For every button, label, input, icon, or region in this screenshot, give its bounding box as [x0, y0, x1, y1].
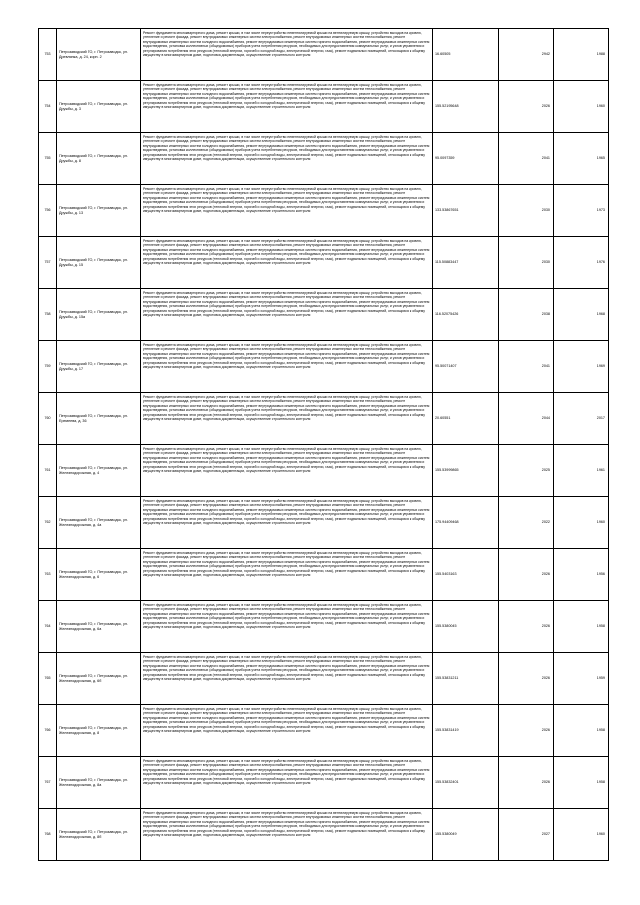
row-works-description: Ремонт фундамента многоквартирного дома, ремонт крыши, в том числе переустройство невентилируемой крыши на вентилируемую крышу, устройство выходов на кровлю, утепление и ремонт фасада, ремонт внутридомовых инженерных систем электроснабжения, ремонт внутридомовых инженерных систем теплоснабжения, ремонт внутридомовых инженерных систем холодного водоснабжения, ремонт внутридомовых инженерных систем горячего водоснабжения, ремонт внутридомовых инженерных систем водоотведения, установка коллективных (общедомовых) приборов учета потребления ресурсов, необходимых для предоставления коммунальных услуг, и узлов управления и регулирования потребления этих ресурсов (тепловой энергии, горячей и холодной воды, электрической энергии, газа), ремонт подвальных помещений, относящихся к общему имуществу в многоквартирном доме, подготовка документации, осуществление строительного контроля [141, 757, 433, 809]
table-row [39, 497, 609, 549]
table-row [39, 757, 609, 809]
row-address: Петрозаводский ГО, г. Петрозаводск, ул. Дружбы, д. 3 [57, 81, 141, 133]
row-cost-value: 155.52195648 [433, 81, 499, 133]
row-number: 758 [39, 289, 57, 341]
row-address: Петрозаводский ГО, г. Петрозаводск, ул. Дружбы, д. 8 [57, 133, 141, 185]
row-works-description: Ремонт фундамента многоквартирного дома, ремонт крыши, в том числе переустройство невентилируемой крыши на вентилируемую крышу, устройство выходов на кровлю, утепление и ремонт фасада, ремонт внутридомовых инженерных систем электроснабжения, ремонт внутридомовых инженерных систем теплоснабжения, ремонт внутридомовых инженерных систем холодного водоснабжения, ремонт внутридомовых инженерных систем горячего водоснабжения, ремонт внутридомовых инженерных систем водоотведения, установка коллективных (общедомовых) приборов учета потребления ресурсов, необходимых для предоставления коммунальных услуг, и узлов управления и регулирования потребления этих ресурсов (тепловой энергии, горячей и холодной воды, электрической энергии, газа), ремонт подвальных помещений, относящихся к общему имуществу в многоквартирном доме, подготовка документации, осуществление строительного контроля [141, 237, 433, 289]
row-year-built: 1976 [554, 237, 609, 289]
row-address: Петрозаводский ГО, г. Петрозаводск, ул. Железнодорожная, д. 4а [57, 497, 141, 549]
row-cost-value: 175.94409468 [433, 497, 499, 549]
row-address: Петрозаводский ГО, г. Петрозаводск, ул. Железнодорожная, д. 6а [57, 601, 141, 653]
row-number: 763 [39, 549, 57, 601]
row-number: 753 [39, 29, 57, 81]
row-cost-value: 95.50071407 [433, 341, 499, 393]
row-address: Петрозаводский ГО, г. Петрозаводск, ул. Железнодорожная, д. 8 [57, 705, 141, 757]
row-year-planned: 2038 [499, 289, 554, 341]
row-address: Петрозаводский ГО, г. Петрозаводск, ул. Железнодорожная, д. 8а [57, 757, 141, 809]
row-cost-value: 155.53831419 [433, 705, 499, 757]
row-cost-value: 95.0097359 [433, 133, 499, 185]
row-year-planned: 2026 [499, 705, 554, 757]
row-year-built: 1973 [554, 185, 609, 237]
row-number: 756 [39, 185, 57, 237]
row-year-built: 1960 [554, 81, 609, 133]
row-address: Петрозаводский ГО, г. Петрозаводск, ул. Древлянка, д. 24, корп. 2 [57, 29, 141, 81]
row-works-description: Ремонт фундамента многоквартирного дома, ремонт крыши, в том числе переустройство невентилируемой крыши на вентилируемую крышу, устройство выходов на кровлю, утепление и ремонт фасада, ремонт внутридомовых инженерных систем электроснабжения, ремонт внутридомовых инженерных систем теплоснабжения, ремонт внутридомовых инженерных систем холодного водоснабжения, ремонт внутридомовых инженерных систем горячего водоснабжения, ремонт внутридомовых инженерных систем водоотведения, установка коллективных (общедомовых) приборов учета потребления ресурсов, необходимых для предоставления коммунальных услуг, и узлов управления и регулирования потребления этих ресурсов (тепловой энергии, горячей и холодной воды, электрической энергии, газа), ремонт подвальных помещений, относящихся к общему имуществу в многоквартирном доме, подготовка документации, осуществление строительного контроля [141, 653, 433, 705]
row-address: Петрозаводский ГО, г. Петрозаводск, ул. Железнодорожная, д. 6б [57, 653, 141, 705]
row-works-description: Ремонт фундамента многоквартирного дома, ремонт крыши, в том числе переустройство невентилируемой крыши на вентилируемую крышу, устройство выходов на кровлю, утепление и ремонт фасада, ремонт внутридомовых инженерных систем электроснабжения, ремонт внутридомовых инженерных систем теплоснабжения, ремонт внутридомовых инженерных систем холодного водоснабжения, ремонт внутридомовых инженерных систем горячего водоснабжения, ремонт внутридомовых инженерных систем водоотведения, установка коллективных (общедомовых) приборов учета потребления ресурсов, необходимых для предоставления коммунальных услуг, и узлов управления и регулирования потребления этих ресурсов (тепловой энергии, горячей и холодной воды, электрической энергии, газа), ремонт подвальных помещений, относящихся к общему имуществу в многоквартирном доме, подготовка документации, осуществление строительного контроля [141, 341, 433, 393]
row-address: Петрозаводский ГО, г. Петрозаводск, ул. Дружбы, д. 17 [57, 341, 141, 393]
row-number: 768 [39, 809, 57, 861]
row-number: 757 [39, 237, 57, 289]
row-works-description: Ремонт фундамента многоквартирного дома, ремонт крыши, в том числе переустройство невентилируемой крыши на вентилируемую крышу, устройство выходов на кровлю, утепление и ремонт фасада, ремонт внутридомовых инженерных систем электроснабжения, ремонт внутридомовых инженерных систем теплоснабжения, ремонт внутридомовых инженерных систем холодного водоснабжения, ремонт внутридомовых инженерных систем горячего водоснабжения, ремонт внутридомовых инженерных систем водоотведения, установка коллективных (общедомовых) приборов учета потребления ресурсов, необходимых для предоставления коммунальных услуг, и узлов управления и регулирования потребления этих ресурсов (тепловой энергии, горячей и холодной воды, электрической энергии, газа), ремонт подвальных помещений, относящихся к общему имуществу в многоквартирном доме, подготовка документации, осуществление строительного контроля [141, 445, 433, 497]
row-year-built: 1959 [554, 653, 609, 705]
row-year-planned: 2026 [499, 757, 554, 809]
row-year-built: 1961 [554, 445, 609, 497]
row-year-planned: 2026 [499, 549, 554, 601]
row-year-built: 1956 [554, 549, 609, 601]
row-cost-value: 155.5380045 [433, 601, 499, 653]
row-year-planned: 2026 [499, 601, 554, 653]
table-row [39, 653, 609, 705]
table-row [39, 809, 609, 861]
table-row [39, 133, 609, 185]
row-year-planned: 2027 [499, 809, 554, 861]
row-works-description: Ремонт фундамента многоквартирного дома, ремонт крыши, в том числе переустройство невентилируемой крыши на вентилируемую крышу, устройство выходов на кровлю, утепление и ремонт фасада, ремонт внутридомовых инженерных систем электроснабжения, ремонт внутридомовых инженерных систем теплоснабжения, ремонт внутридомовых инженерных систем холодного водоснабжения, ремонт внутридомовых инженерных систем горячего водоснабжения, ремонт внутридомовых инженерных систем водоотведения, установка коллективных (общедомовых) приборов учета потребления ресурсов, необходимых для предоставления коммунальных услуг, и узлов управления и регулирования потребления этих ресурсов (тепловой энергии, горячей и холодной воды, электрической энергии, газа), ремонт подвальных помещений, относящихся к общему имуществу в многоквартирном доме, подготовка документации, осуществление строительного контроля [141, 185, 433, 237]
row-cost-value: 16.60505 [433, 29, 499, 81]
row-number: 755 [39, 133, 57, 185]
row-number: 766 [39, 705, 57, 757]
row-cost-value: 115.50883447 [433, 237, 499, 289]
row-year-planned: 2041 [499, 133, 554, 185]
row-address: Петрозаводский ГО, г. Петрозаводск, ул. Дружбы, д. 15 [57, 237, 141, 289]
row-works-description: Ремонт фундамента многоквартирного дома, ремонт крыши, в том числе переустройство невентилируемой крыши на вентилируемую крышу, устройство выходов на кровлю, утепление и ремонт фасада, ремонт внутридомовых инженерных систем электроснабжения, ремонт внутридомовых инженерных систем теплоснабжения, ремонт внутридомовых инженерных систем холодного водоснабжения, ремонт внутридомовых инженерных систем горячего водоснабжения, ремонт внутридомовых инженерных систем водоотведения, установка коллективных (общедомовых) приборов учета потребления ресурсов, необходимых для предоставления коммунальных услуг, и узлов управления и регулирования потребления этих ресурсов (тепловой энергии, горячей и холодной воды, электрической энергии, газа), ремонт подвальных помещений, относящихся к общему имуществу в многоквартирном доме, подготовка документации, осуществление строительного контроля [141, 497, 433, 549]
row-year-built: 1958 [554, 757, 609, 809]
table-row [39, 705, 609, 757]
row-number: 767 [39, 757, 57, 809]
row-address: Петрозаводский ГО, г. Петрозаводск, ул. Железнодорожная, д. 4 [57, 445, 141, 497]
row-cost-value: 155.53832401 [433, 757, 499, 809]
row-year-planned: 2942 [499, 29, 554, 81]
row-year-built: 1968 [554, 289, 609, 341]
table-row [39, 185, 609, 237]
row-year-built: 1958 [554, 601, 609, 653]
row-year-planned: 2044 [499, 393, 554, 445]
row-address: Петрозаводский ГО, г. Петрозаводск, ул. Еремеева, д. 36 [57, 393, 141, 445]
table-row [39, 237, 609, 289]
row-number: 764 [39, 601, 57, 653]
row-number: 761 [39, 445, 57, 497]
row-works-description: Ремонт фундамента многоквартирного дома, ремонт крыши, в том числе переустройство невентилируемой крыши на вентилируемую крышу, устройство выходов на кровлю, утепление и ремонт фасада, ремонт внутридомовых инженерных систем электроснабжения, ремонт внутридомовых инженерных систем теплоснабжения, ремонт внутридомовых инженерных систем холодного водоснабжения, ремонт внутридомовых инженерных систем горячего водоснабжения, ремонт внутридомовых инженерных систем водоотведения, установка коллективных (общедомовых) приборов учета потребления ресурсов, необходимых для предоставления коммунальных услуг, и узлов управления и регулирования потребления этих ресурсов (тепловой энергии, горячей и холодной воды, электрической энергии, газа), ремонт подвальных помещений, относящихся к общему имуществу в многоквартирном доме, подготовка документации, осуществление строительного контроля [141, 29, 433, 81]
row-cost-value: 155.5380049 [433, 809, 499, 861]
row-year-planned: 2026 [499, 81, 554, 133]
row-cost-value: 155.53999865 [433, 445, 499, 497]
table-row [39, 549, 609, 601]
row-year-planned: 2030 [499, 185, 554, 237]
row-cost-value: 20.60551 [433, 393, 499, 445]
row-works-description: Ремонт фундамента многоквартирного дома, ремонт крыши, в том числе переустройство невентилируемой крыши на вентилируемую крышу, устройство выходов на кровлю, утепление и ремонт фасада, ремонт внутридомовых инженерных систем электроснабжения, ремонт внутридомовых инженерных систем теплоснабжения, ремонт внутридомовых инженерных систем холодного водоснабжения, ремонт внутридомовых инженерных систем горячего водоснабжения, ремонт внутридомовых инженерных систем водоотведения, установка коллективных (общедомовых) приборов учета потребления ресурсов, необходимых для предоставления коммунальных услуг, и узлов управления и регулирования потребления этих ресурсов (тепловой энергии, горячей и холодной воды, электрической энергии, газа), ремонт подвальных помещений, относящихся к общему имуществу в многоквартирном доме, подготовка документации, осуществление строительного контроля [141, 601, 433, 653]
row-address: Петрозаводский ГО, г. Петрозаводск, ул. Дружбы, д. 15а [57, 289, 141, 341]
row-cost-value: 133.53867651 [433, 185, 499, 237]
row-address: Петрозаводский ГО, г. Петрозаводск, ул. Дружбы, д. 13 [57, 185, 141, 237]
table-row [39, 601, 609, 653]
row-works-description: Ремонт фундамента многоквартирного дома, ремонт крыши, в том числе переустройство невентилируемой крыши на вентилируемую крышу, устройство выходов на кровлю, утепление и ремонт фасада, ремонт внутридомовых инженерных систем электроснабжения, ремонт внутридомовых инженерных систем теплоснабжения, ремонт внутридомовых инженерных систем холодного водоснабжения, ремонт внутридомовых инженерных систем горячего водоснабжения, ремонт внутридомовых инженерных систем водоотведения, установка коллективных (общедомовых) приборов учета потребления ресурсов, необходимых для предоставления коммунальных услуг, и узлов управления и регулирования потребления этих ресурсов (тепловой энергии, горячей и холодной воды, электрической энергии, газа), ремонт подвальных помещений, относящихся к общему имуществу в многоквартирном доме, подготовка документации, осуществление строительного контроля [141, 393, 433, 445]
row-works-description: Ремонт фундамента многоквартирного дома, ремонт крыши, в том числе переустройство невентилируемой крыши на вентилируемую крышу, устройство выходов на кровлю, утепление и ремонт фасада, ремонт внутридомовых инженерных систем электроснабжения, ремонт внутридомовых инженерных систем теплоснабжения, ремонт внутридомовых инженерных систем холодного водоснабжения, ремонт внутридомовых инженерных систем горячего водоснабжения, ремонт внутридомовых инженерных систем водоотведения, установка коллективных (общедомовых) приборов учета потребления ресурсов, необходимых для предоставления коммунальных услуг, и узлов управления и регулирования потребления этих ресурсов (тепловой энергии, горячей и холодной воды, электрической энергии, газа), ремонт подвальных помещений, относящихся к общему имуществу в многоквартирном доме, подготовка документации, осуществление строительного контроля [141, 133, 433, 185]
table-body [39, 29, 609, 861]
row-works-description: Ремонт фундамента многоквартирного дома, ремонт крыши, в том числе переустройство невентилируемой крыши на вентилируемую крышу, устройство выходов на кровлю, утепление и ремонт фасада, ремонт внутридомовых инженерных систем электроснабжения, ремонт внутридомовых инженерных систем теплоснабжения, ремонт внутридомовых инженерных систем холодного водоснабжения, ремонт внутридомовых инженерных систем горячего водоснабжения, ремонт внутридомовых инженерных систем водоотведения, установка коллективных (общедомовых) приборов учета потребления ресурсов, необходимых для предоставления коммунальных услуг, и узлов управления и регулирования потребления этих ресурсов (тепловой энергии, горячей и холодной воды, электрической энергии, газа), ремонт подвальных помещений, относящихся к общему имуществу в многоквартирном доме, подготовка документации, осуществление строительного контроля [141, 705, 433, 757]
table-row [39, 445, 609, 497]
row-year-built: 1960 [554, 497, 609, 549]
row-address: Петрозаводский ГО, г. Петрозаводск, ул. Железнодорожная, д. 8б [57, 809, 141, 861]
row-year-planned: 2041 [499, 341, 554, 393]
row-year-planned: 2026 [499, 653, 554, 705]
row-year-built: 1960 [554, 809, 609, 861]
row-works-description: Ремонт фундамента многоквартирного дома, ремонт крыши, в том числе переустройство невентилируемой крыши на вентилируемую крышу, устройство выходов на кровлю, утепление и ремонт фасада, ремонт внутридомовых инженерных систем электроснабжения, ремонт внутридомовых инженерных систем теплоснабжения, ремонт внутридомовых инженерных систем холодного водоснабжения, ремонт внутридомовых инженерных систем горячего водоснабжения, ремонт внутридомовых инженерных систем водоотведения, установка коллективных (общедомовых) приборов учета потребления ресурсов, необходимых для предоставления коммунальных услуг, и узлов управления и регулирования потребления этих ресурсов (тепловой энергии, горячей и холодной воды, электрической энергии, газа), ремонт подвальных помещений, относящихся к общему имуществу в многоквартирном доме, подготовка документации, осуществление строительного контроля [141, 289, 433, 341]
row-year-built: 2017 [554, 393, 609, 445]
row-address: Петрозаводский ГО, г. Петрозаводск, ул. Железнодорожная, д. 6 [57, 549, 141, 601]
row-cost-value: 155.53831211 [433, 653, 499, 705]
row-year-planned: 2022 [499, 497, 554, 549]
row-cost-value: 116.52075426 [433, 289, 499, 341]
row-year-planned: 2030 [499, 237, 554, 289]
row-year-built: 1988 [554, 29, 609, 81]
row-number: 759 [39, 341, 57, 393]
row-year-built: 1958 [554, 705, 609, 757]
row-number: 765 [39, 653, 57, 705]
document-page [38, 28, 608, 861]
row-works-description: Ремонт фундамента многоквартирного дома, ремонт крыши, в том числе переустройство невентилируемой крыши на вентилируемую крышу, устройство выходов на кровлю, утепление и ремонт фасада, ремонт внутридомовых инженерных систем электроснабжения, ремонт внутридомовых инженерных систем теплоснабжения, ремонт внутридомовых инженерных систем холодного водоснабжения, ремонт внутридомовых инженерных систем горячего водоснабжения, ремонт внутридомовых инженерных систем водоотведения, установка коллективных (общедомовых) приборов учета потребления ресурсов, необходимых для предоставления коммунальных услуг, и узлов управления и регулирования потребления этих ресурсов (тепловой энергии, горячей и холодной воды, электрической энергии, газа), ремонт подвальных помещений, относящихся к общему имуществу в многоквартирном доме, подготовка документации, осуществление строительного контроля [141, 809, 433, 861]
table-row [39, 393, 609, 445]
row-year-built: 1965 [554, 133, 609, 185]
capital-repair-table [38, 28, 609, 861]
table-row [39, 341, 609, 393]
row-year-built: 1969 [554, 341, 609, 393]
row-works-description: Ремонт фундамента многоквартирного дома, ремонт крыши, в том числе переустройство невентилируемой крыши на вентилируемую крышу, устройство выходов на кровлю, утепление и ремонт фасада, ремонт внутридомовых инженерных систем электроснабжения, ремонт внутридомовых инженерных систем теплоснабжения, ремонт внутридомовых инженерных систем холодного водоснабжения, ремонт внутридомовых инженерных систем горячего водоснабжения, ремонт внутридомовых инженерных систем водоотведения, установка коллективных (общедомовых) приборов учета потребления ресурсов, необходимых для предоставления коммунальных услуг, и узлов управления и регулирования потребления этих ресурсов (тепловой энергии, горячей и холодной воды, электрической энергии, газа), ремонт подвальных помещений, относящихся к общему имуществу в многоквартирном доме, подготовка документации, осуществление строительного контроля [141, 81, 433, 133]
table-row [39, 289, 609, 341]
row-works-description: Ремонт фундамента многоквартирного дома, ремонт крыши, в том числе переустройство невентилируемой крыши на вентилируемую крышу, устройство выходов на кровлю, утепление и ремонт фасада, ремонт внутридомовых инженерных систем электроснабжения, ремонт внутридомовых инженерных систем теплоснабжения, ремонт внутридомовых инженерных систем холодного водоснабжения, ремонт внутридомовых инженерных систем горячего водоснабжения, ремонт внутридомовых инженерных систем водоотведения, установка коллективных (общедомовых) приборов учета потребления ресурсов, необходимых для предоставления коммунальных услуг, и узлов управления и регулирования потребления этих ресурсов (тепловой энергии, горячей и холодной воды, электрической энергии, газа), ремонт подвальных помещений, относящихся к общему имуществу в многоквартирном доме, подготовка документации, осуществление строительного контроля [141, 549, 433, 601]
table-row [39, 29, 609, 81]
row-number: 760 [39, 393, 57, 445]
row-cost-value: 155.5403163 [433, 549, 499, 601]
table-row [39, 81, 609, 133]
row-number: 762 [39, 497, 57, 549]
row-year-planned: 2025 [499, 445, 554, 497]
row-number: 754 [39, 81, 57, 133]
